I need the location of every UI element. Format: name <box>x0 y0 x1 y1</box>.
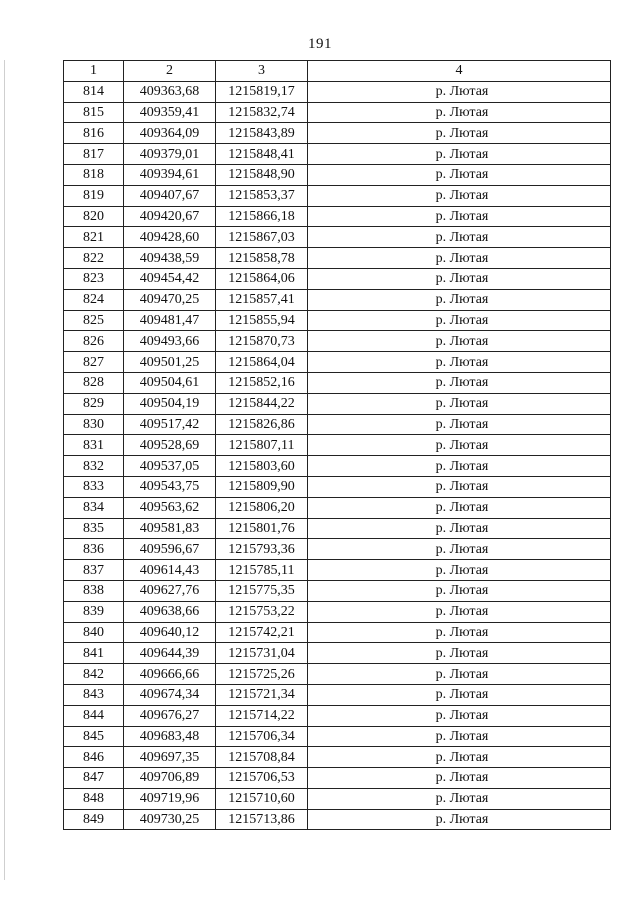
table-row <box>64 684 611 705</box>
y-coordinate-cell: 1215803,60 <box>216 456 308 477</box>
table-row <box>64 601 611 622</box>
description-cell: р. Лютая <box>308 560 611 581</box>
x-coordinate-cell: 409674,34 <box>124 684 216 705</box>
point-number-cell: 823 <box>64 268 124 289</box>
x-coordinate-cell: 409517,42 <box>124 414 216 435</box>
point-number-cell: 847 <box>64 768 124 789</box>
table-row <box>64 289 611 310</box>
y-coordinate-cell: 1215801,76 <box>216 518 308 539</box>
table-row <box>64 539 611 560</box>
table-row <box>64 81 611 102</box>
x-coordinate-cell: 409407,67 <box>124 185 216 206</box>
description-cell: р. Лютая <box>308 144 611 165</box>
x-coordinate-cell: 409420,67 <box>124 206 216 227</box>
point-number-cell: 833 <box>64 476 124 497</box>
x-coordinate-cell: 409640,12 <box>124 622 216 643</box>
point-number-cell: 827 <box>64 352 124 373</box>
x-coordinate-cell: 409719,96 <box>124 788 216 809</box>
table-row <box>64 768 611 789</box>
description-cell: р. Лютая <box>308 601 611 622</box>
table-row <box>64 580 611 601</box>
y-coordinate-cell: 1215706,34 <box>216 726 308 747</box>
table-row <box>64 456 611 477</box>
y-coordinate-cell: 1215843,89 <box>216 123 308 144</box>
point-number-cell: 842 <box>64 664 124 685</box>
x-coordinate-cell: 409359,41 <box>124 102 216 123</box>
point-number-cell: 843 <box>64 684 124 705</box>
y-coordinate-cell: 1215708,84 <box>216 747 308 768</box>
y-coordinate-cell: 1215721,34 <box>216 684 308 705</box>
table-row <box>64 352 611 373</box>
point-number-cell: 840 <box>64 622 124 643</box>
table-row <box>64 788 611 809</box>
point-number-cell: 821 <box>64 227 124 248</box>
y-coordinate-cell: 1215848,90 <box>216 164 308 185</box>
x-coordinate-cell: 409706,89 <box>124 768 216 789</box>
header-col-3: 3 <box>216 61 308 82</box>
point-number-cell: 841 <box>64 643 124 664</box>
y-coordinate-cell: 1215864,04 <box>216 352 308 373</box>
table-row <box>64 643 611 664</box>
y-coordinate-cell: 1215867,03 <box>216 227 308 248</box>
description-cell: р. Лютая <box>308 372 611 393</box>
point-number-cell: 834 <box>64 497 124 518</box>
table-row <box>64 310 611 331</box>
x-coordinate-cell: 409364,09 <box>124 123 216 144</box>
description-cell: р. Лютая <box>308 393 611 414</box>
y-coordinate-cell: 1215731,04 <box>216 643 308 664</box>
description-cell: р. Лютая <box>308 539 611 560</box>
point-number-cell: 831 <box>64 435 124 456</box>
table-row <box>64 518 611 539</box>
x-coordinate-cell: 409596,67 <box>124 539 216 560</box>
y-coordinate-cell: 1215806,20 <box>216 497 308 518</box>
y-coordinate-cell: 1215852,16 <box>216 372 308 393</box>
y-coordinate-cell: 1215807,11 <box>216 435 308 456</box>
table-row <box>64 268 611 289</box>
point-number-cell: 838 <box>64 580 124 601</box>
description-cell: р. Лютая <box>308 414 611 435</box>
point-number-cell: 837 <box>64 560 124 581</box>
y-coordinate-cell: 1215793,36 <box>216 539 308 560</box>
y-coordinate-cell: 1215713,86 <box>216 809 308 830</box>
y-coordinate-cell: 1215785,11 <box>216 560 308 581</box>
x-coordinate-cell: 409454,42 <box>124 268 216 289</box>
description-cell: р. Лютая <box>308 705 611 726</box>
description-cell: р. Лютая <box>308 352 611 373</box>
table-row <box>64 372 611 393</box>
description-cell: р. Лютая <box>308 476 611 497</box>
table-body <box>64 81 611 830</box>
table-row <box>64 102 611 123</box>
point-number-cell: 835 <box>64 518 124 539</box>
point-number-cell: 849 <box>64 809 124 830</box>
description-cell: р. Лютая <box>308 726 611 747</box>
x-coordinate-cell: 409428,60 <box>124 227 216 248</box>
description-cell: р. Лютая <box>308 185 611 206</box>
y-coordinate-cell: 1215742,21 <box>216 622 308 643</box>
point-number-cell: 830 <box>64 414 124 435</box>
description-cell: р. Лютая <box>308 809 611 830</box>
table-row <box>64 185 611 206</box>
x-coordinate-cell: 409676,27 <box>124 705 216 726</box>
x-coordinate-cell: 409363,68 <box>124 81 216 102</box>
description-cell: р. Лютая <box>308 518 611 539</box>
y-coordinate-cell: 1215855,94 <box>216 310 308 331</box>
table-row <box>64 497 611 518</box>
x-coordinate-cell: 409379,01 <box>124 144 216 165</box>
x-coordinate-cell: 409614,43 <box>124 560 216 581</box>
y-coordinate-cell: 1215809,90 <box>216 476 308 497</box>
description-cell: р. Лютая <box>308 206 611 227</box>
y-coordinate-cell: 1215864,06 <box>216 268 308 289</box>
x-coordinate-cell: 409543,75 <box>124 476 216 497</box>
x-coordinate-cell: 409644,39 <box>124 643 216 664</box>
table-row <box>64 560 611 581</box>
table-row <box>64 705 611 726</box>
point-number-cell: 824 <box>64 289 124 310</box>
table-row <box>64 248 611 269</box>
header-col-2: 2 <box>124 61 216 82</box>
table-row <box>64 206 611 227</box>
description-cell: р. Лютая <box>308 664 611 685</box>
header-col-1: 1 <box>64 61 124 82</box>
description-cell: р. Лютая <box>308 289 611 310</box>
header-col-4: 4 <box>308 61 611 82</box>
table-row <box>64 747 611 768</box>
table-row <box>64 476 611 497</box>
table-row <box>64 393 611 414</box>
x-coordinate-cell: 409697,35 <box>124 747 216 768</box>
y-coordinate-cell: 1215819,17 <box>216 81 308 102</box>
description-cell: р. Лютая <box>308 227 611 248</box>
description-cell: р. Лютая <box>308 435 611 456</box>
description-cell: р. Лютая <box>308 456 611 477</box>
y-coordinate-cell: 1215866,18 <box>216 206 308 227</box>
y-coordinate-cell: 1215706,53 <box>216 768 308 789</box>
x-coordinate-cell: 409493,66 <box>124 331 216 352</box>
description-cell: р. Лютая <box>308 331 611 352</box>
description-cell: р. Лютая <box>308 81 611 102</box>
y-coordinate-cell: 1215857,41 <box>216 289 308 310</box>
y-coordinate-cell: 1215858,78 <box>216 248 308 269</box>
table-row <box>64 123 611 144</box>
x-coordinate-cell: 409504,61 <box>124 372 216 393</box>
table-row <box>64 164 611 185</box>
point-number-cell: 825 <box>64 310 124 331</box>
x-coordinate-cell: 409394,61 <box>124 164 216 185</box>
header-row <box>64 61 611 82</box>
table-row <box>64 622 611 643</box>
point-number-cell: 822 <box>64 248 124 269</box>
description-cell: р. Лютая <box>308 684 611 705</box>
y-coordinate-cell: 1215844,22 <box>216 393 308 414</box>
description-cell: р. Лютая <box>308 643 611 664</box>
point-number-cell: 829 <box>64 393 124 414</box>
y-coordinate-cell: 1215725,26 <box>216 664 308 685</box>
description-cell: р. Лютая <box>308 580 611 601</box>
x-coordinate-cell: 409638,66 <box>124 601 216 622</box>
y-coordinate-cell: 1215775,35 <box>216 580 308 601</box>
x-coordinate-cell: 409730,25 <box>124 809 216 830</box>
table-row <box>64 726 611 747</box>
point-number-cell: 819 <box>64 185 124 206</box>
point-number-cell: 814 <box>64 81 124 102</box>
point-number-cell: 815 <box>64 102 124 123</box>
table-row <box>64 435 611 456</box>
table-header <box>64 61 611 82</box>
point-number-cell: 816 <box>64 123 124 144</box>
description-cell: р. Лютая <box>308 268 611 289</box>
x-coordinate-cell: 409481,47 <box>124 310 216 331</box>
point-number-cell: 817 <box>64 144 124 165</box>
description-cell: р. Лютая <box>308 310 611 331</box>
x-coordinate-cell: 409537,05 <box>124 456 216 477</box>
description-cell: р. Лютая <box>308 747 611 768</box>
x-coordinate-cell: 409438,59 <box>124 248 216 269</box>
table-row <box>64 809 611 830</box>
x-coordinate-cell: 409683,48 <box>124 726 216 747</box>
page-number: 191 <box>308 36 332 52</box>
coordinates-table <box>63 60 611 830</box>
description-cell: р. Лютая <box>308 788 611 809</box>
description-cell: р. Лютая <box>308 123 611 144</box>
point-number-cell: 836 <box>64 539 124 560</box>
point-number-cell: 846 <box>64 747 124 768</box>
description-cell: р. Лютая <box>308 164 611 185</box>
point-number-cell: 839 <box>64 601 124 622</box>
y-coordinate-cell: 1215870,73 <box>216 331 308 352</box>
table-row <box>64 144 611 165</box>
point-number-cell: 845 <box>64 726 124 747</box>
y-coordinate-cell: 1215853,37 <box>216 185 308 206</box>
x-coordinate-cell: 409563,62 <box>124 497 216 518</box>
point-number-cell: 820 <box>64 206 124 227</box>
point-number-cell: 848 <box>64 788 124 809</box>
table-row <box>64 227 611 248</box>
page-edge-rule <box>4 60 5 880</box>
description-cell: р. Лютая <box>308 768 611 789</box>
y-coordinate-cell: 1215714,22 <box>216 705 308 726</box>
point-number-cell: 826 <box>64 331 124 352</box>
y-coordinate-cell: 1215826,86 <box>216 414 308 435</box>
table-row <box>64 664 611 685</box>
point-number-cell: 844 <box>64 705 124 726</box>
x-coordinate-cell: 409581,83 <box>124 518 216 539</box>
x-coordinate-cell: 409504,19 <box>124 393 216 414</box>
point-number-cell: 818 <box>64 164 124 185</box>
description-cell: р. Лютая <box>308 497 611 518</box>
y-coordinate-cell: 1215710,60 <box>216 788 308 809</box>
x-coordinate-cell: 409666,66 <box>124 664 216 685</box>
y-coordinate-cell: 1215753,22 <box>216 601 308 622</box>
description-cell: р. Лютая <box>308 248 611 269</box>
table-row <box>64 331 611 352</box>
y-coordinate-cell: 1215832,74 <box>216 102 308 123</box>
x-coordinate-cell: 409470,25 <box>124 289 216 310</box>
x-coordinate-cell: 409528,69 <box>124 435 216 456</box>
point-number-cell: 832 <box>64 456 124 477</box>
y-coordinate-cell: 1215848,41 <box>216 144 308 165</box>
point-number-cell: 828 <box>64 372 124 393</box>
x-coordinate-cell: 409501,25 <box>124 352 216 373</box>
x-coordinate-cell: 409627,76 <box>124 580 216 601</box>
description-cell: р. Лютая <box>308 102 611 123</box>
table-row <box>64 414 611 435</box>
description-cell: р. Лютая <box>308 622 611 643</box>
